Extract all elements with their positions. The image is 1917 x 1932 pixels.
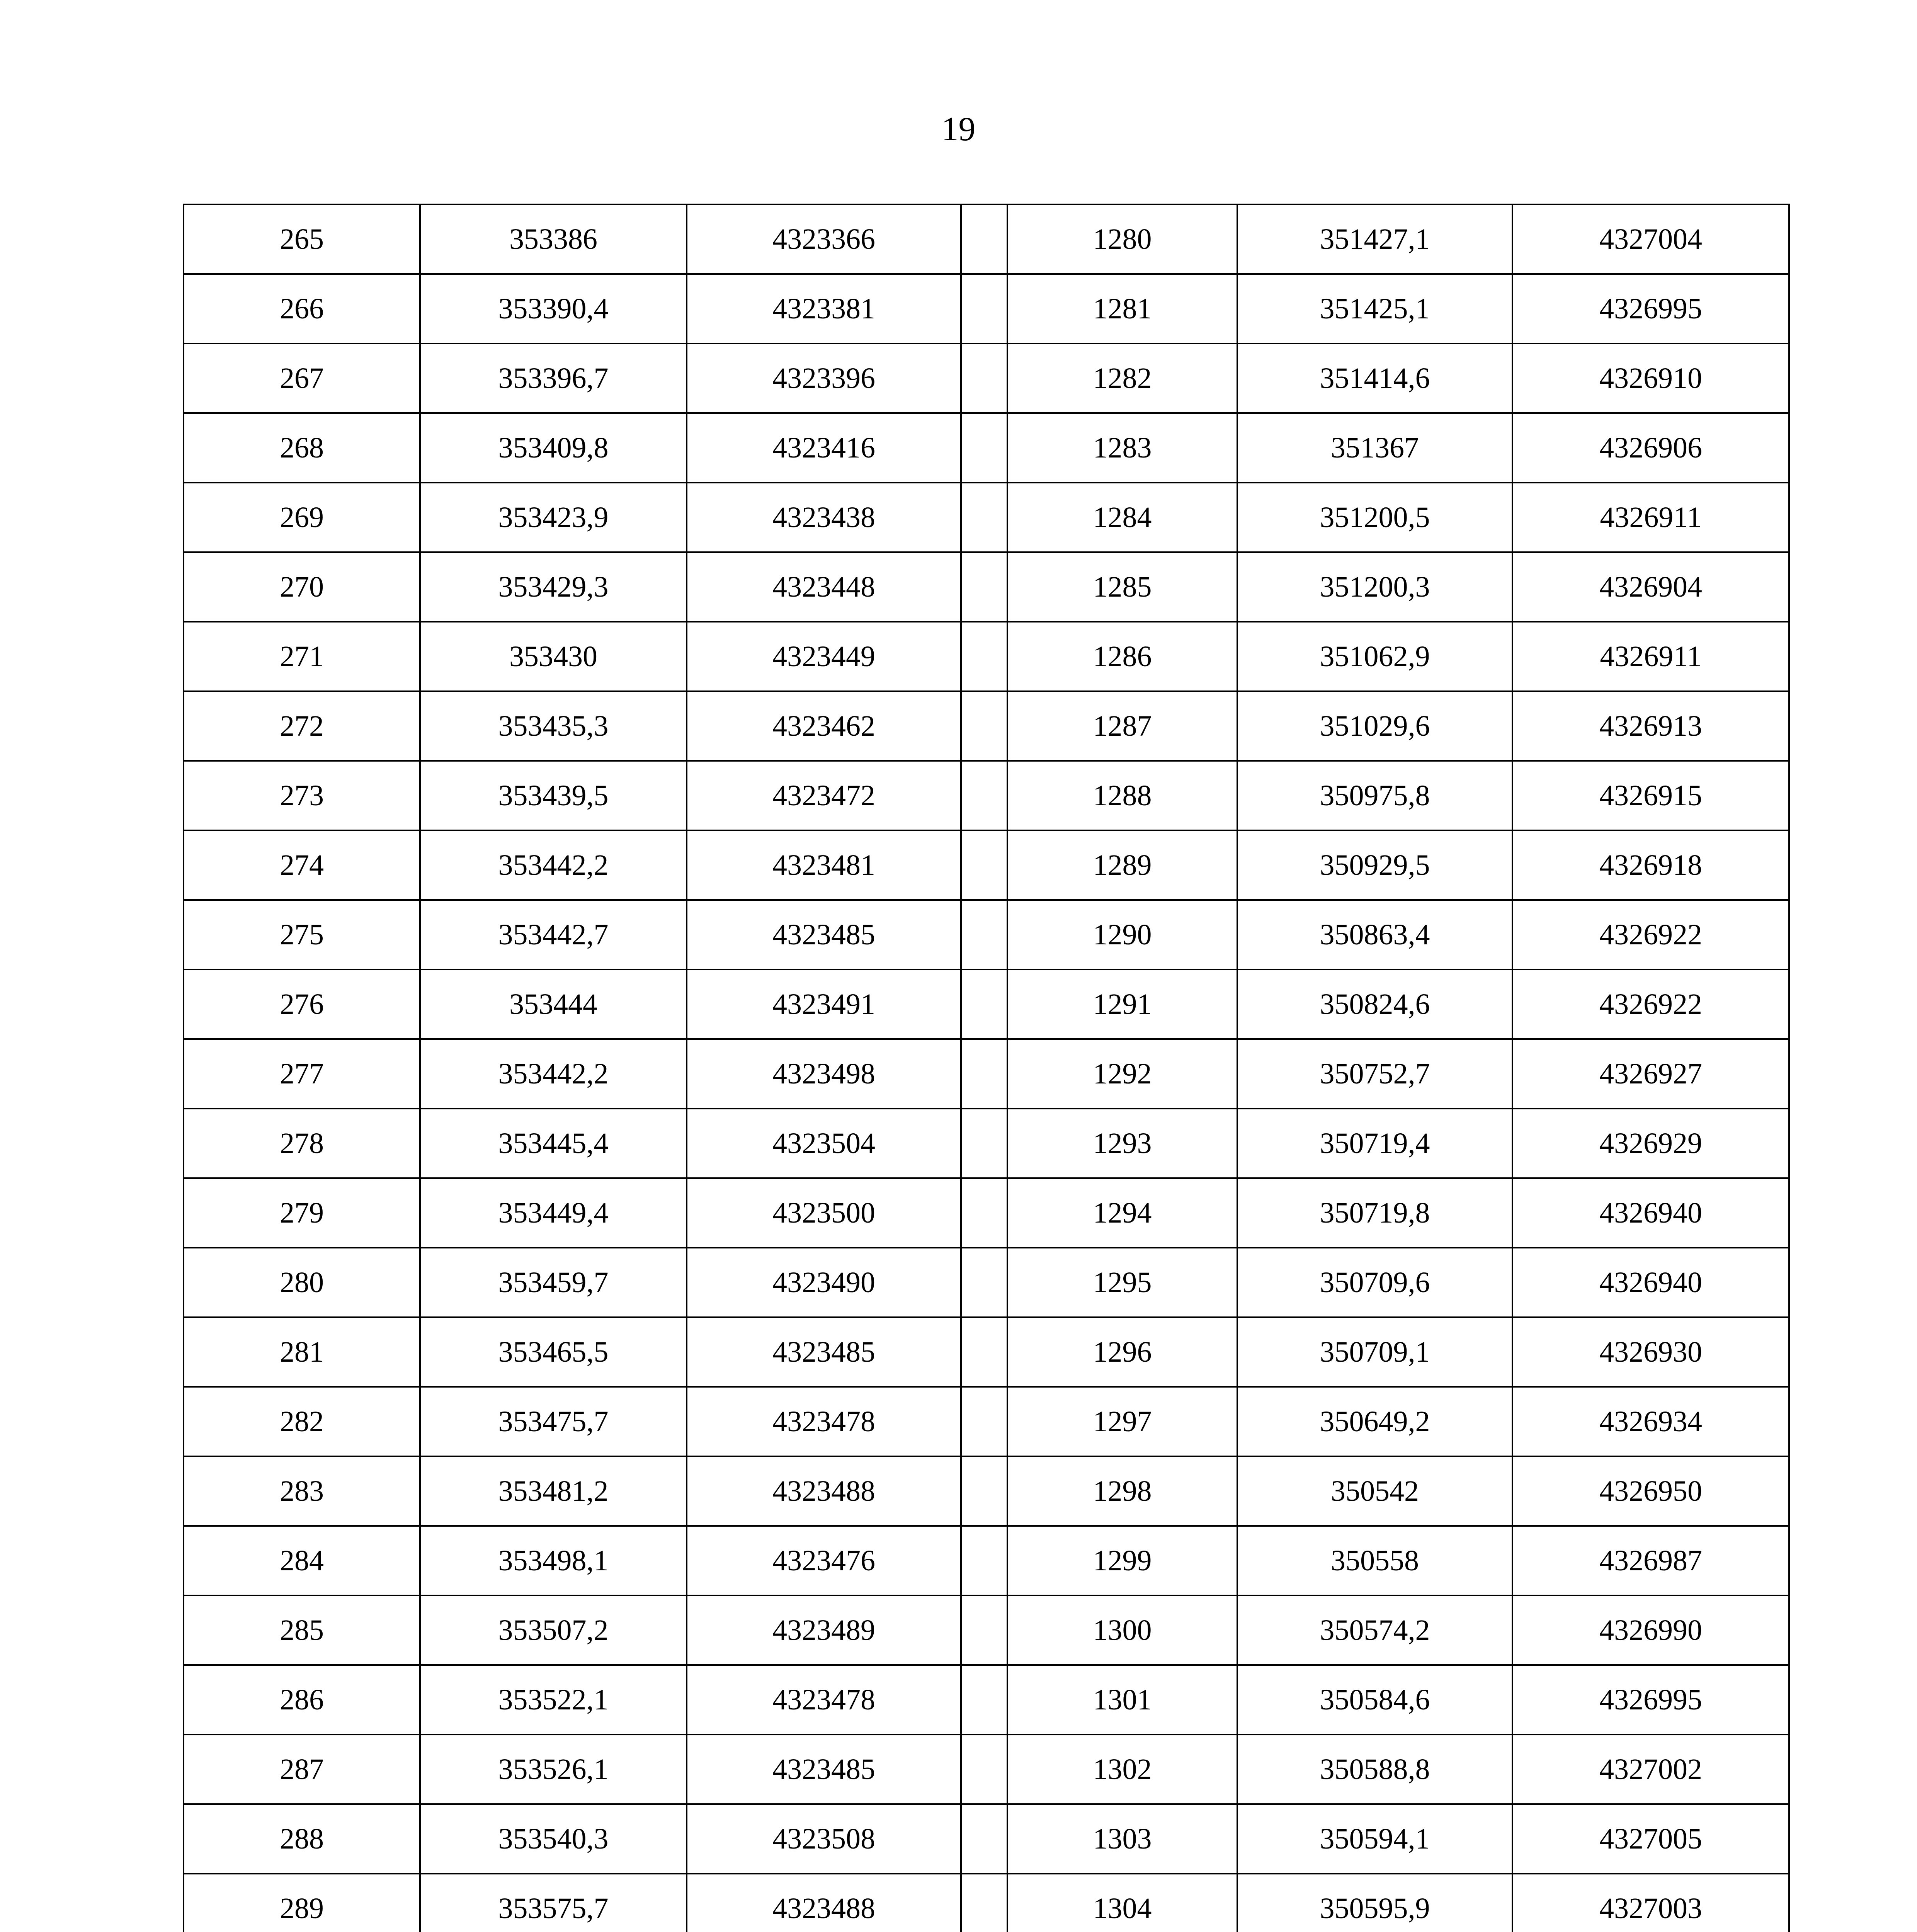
right-y-coordinate-cell: 4326911	[1512, 483, 1789, 552]
left-y-coordinate-cell: 4323508	[687, 1804, 961, 1874]
right-x-coordinate-cell: 351200,3	[1237, 552, 1512, 622]
left-x-coordinate-cell: 353498,1	[420, 1526, 687, 1595]
left-x-coordinate-cell: 353465,5	[420, 1317, 687, 1387]
table-row	[184, 830, 1789, 900]
left-point-number-cell: 289	[184, 1874, 420, 1932]
table-row	[184, 1387, 1789, 1456]
right-x-coordinate-cell: 351062,9	[1237, 622, 1512, 691]
left-point-number-cell: 267	[184, 344, 420, 413]
table-row	[184, 761, 1789, 830]
right-y-coordinate-cell: 4326950	[1512, 1456, 1789, 1526]
right-x-coordinate-cell: 350752,7	[1237, 1039, 1512, 1109]
left-y-coordinate-cell: 4323396	[687, 344, 961, 413]
table-row	[184, 483, 1789, 552]
right-x-coordinate-cell: 350595,9	[1237, 1874, 1512, 1932]
left-x-coordinate-cell: 353444	[420, 969, 687, 1039]
left-x-coordinate-cell: 353439,5	[420, 761, 687, 830]
left-x-coordinate-cell: 353526,1	[420, 1735, 687, 1804]
table-row	[184, 1317, 1789, 1387]
left-x-coordinate-cell: 353423,9	[420, 483, 687, 552]
table-gap-cell	[961, 1317, 1007, 1387]
table-gap-cell	[961, 552, 1007, 622]
table-row	[184, 1804, 1789, 1874]
right-x-coordinate-cell: 350824,6	[1237, 969, 1512, 1039]
right-x-coordinate-cell: 350709,1	[1237, 1317, 1512, 1387]
right-point-number-cell: 1283	[1007, 413, 1237, 483]
left-point-number-cell: 274	[184, 830, 420, 900]
left-y-coordinate-cell: 4323485	[687, 1317, 961, 1387]
right-x-coordinate-cell: 350584,6	[1237, 1665, 1512, 1735]
left-y-coordinate-cell: 4323478	[687, 1665, 961, 1735]
left-y-coordinate-cell: 4323481	[687, 830, 961, 900]
right-x-coordinate-cell: 350649,2	[1237, 1387, 1512, 1456]
left-x-coordinate-cell: 353475,7	[420, 1387, 687, 1456]
table-gap-cell	[961, 483, 1007, 552]
left-y-coordinate-cell: 4323438	[687, 483, 961, 552]
left-y-coordinate-cell: 4323504	[687, 1109, 961, 1178]
left-y-coordinate-cell: 4323488	[687, 1874, 961, 1932]
right-y-coordinate-cell: 4326940	[1512, 1248, 1789, 1317]
right-point-number-cell: 1295	[1007, 1248, 1237, 1317]
right-point-number-cell: 1303	[1007, 1804, 1237, 1874]
page-number: 19	[941, 111, 976, 148]
left-y-coordinate-cell: 4323448	[687, 552, 961, 622]
table-gap-cell	[961, 1735, 1007, 1804]
right-point-number-cell: 1294	[1007, 1178, 1237, 1248]
left-point-number-cell: 270	[184, 552, 420, 622]
left-y-coordinate-cell: 4323381	[687, 274, 961, 344]
coordinates-table	[183, 204, 1790, 1932]
left-x-coordinate-cell: 353409,8	[420, 413, 687, 483]
right-x-coordinate-cell: 350719,4	[1237, 1109, 1512, 1178]
right-point-number-cell: 1281	[1007, 274, 1237, 344]
right-point-number-cell: 1300	[1007, 1595, 1237, 1665]
left-point-number-cell: 276	[184, 969, 420, 1039]
right-y-coordinate-cell: 4326910	[1512, 344, 1789, 413]
right-y-coordinate-cell: 4327003	[1512, 1874, 1789, 1932]
right-y-coordinate-cell: 4326940	[1512, 1178, 1789, 1248]
left-x-coordinate-cell: 353430	[420, 622, 687, 691]
left-point-number-cell: 269	[184, 483, 420, 552]
right-point-number-cell: 1297	[1007, 1387, 1237, 1456]
left-point-number-cell: 273	[184, 761, 420, 830]
right-x-coordinate-cell: 350709,6	[1237, 1248, 1512, 1317]
right-y-coordinate-cell: 4326990	[1512, 1595, 1789, 1665]
left-x-coordinate-cell: 353442,7	[420, 900, 687, 969]
left-y-coordinate-cell: 4323366	[687, 204, 961, 274]
right-point-number-cell: 1288	[1007, 761, 1237, 830]
table-gap-cell	[961, 1874, 1007, 1932]
right-point-number-cell: 1301	[1007, 1665, 1237, 1735]
left-x-coordinate-cell: 353390,4	[420, 274, 687, 344]
right-y-coordinate-cell: 4326987	[1512, 1526, 1789, 1595]
right-x-coordinate-cell: 351414,6	[1237, 344, 1512, 413]
table-gap-cell	[961, 1804, 1007, 1874]
left-x-coordinate-cell: 353396,7	[420, 344, 687, 413]
right-point-number-cell: 1284	[1007, 483, 1237, 552]
right-x-coordinate-cell: 350558	[1237, 1526, 1512, 1595]
table-gap-cell	[961, 1526, 1007, 1595]
right-x-coordinate-cell: 350588,8	[1237, 1735, 1512, 1804]
table-gap-cell	[961, 1178, 1007, 1248]
left-y-coordinate-cell: 4323478	[687, 1387, 961, 1456]
right-point-number-cell: 1290	[1007, 900, 1237, 969]
table-row	[184, 691, 1789, 761]
left-point-number-cell: 284	[184, 1526, 420, 1595]
left-x-coordinate-cell: 353442,2	[420, 830, 687, 900]
table-gap-cell	[961, 274, 1007, 344]
right-point-number-cell: 1302	[1007, 1735, 1237, 1804]
left-y-coordinate-cell: 4323476	[687, 1526, 961, 1595]
left-point-number-cell: 279	[184, 1178, 420, 1248]
left-point-number-cell: 283	[184, 1456, 420, 1526]
table-gap-cell	[961, 1039, 1007, 1109]
table-gap-cell	[961, 900, 1007, 969]
right-point-number-cell: 1293	[1007, 1109, 1237, 1178]
left-y-coordinate-cell: 4323490	[687, 1248, 961, 1317]
table-row	[184, 1874, 1789, 1932]
left-y-coordinate-cell: 4323485	[687, 1735, 961, 1804]
right-y-coordinate-cell: 4326913	[1512, 691, 1789, 761]
right-y-coordinate-cell: 4326906	[1512, 413, 1789, 483]
right-y-coordinate-cell: 4326922	[1512, 900, 1789, 969]
left-y-coordinate-cell: 4323416	[687, 413, 961, 483]
right-x-coordinate-cell: 350929,5	[1237, 830, 1512, 900]
table-row	[184, 900, 1789, 969]
table-gap-cell	[961, 1248, 1007, 1317]
right-y-coordinate-cell: 4326995	[1512, 274, 1789, 344]
left-point-number-cell: 268	[184, 413, 420, 483]
left-y-coordinate-cell: 4323488	[687, 1456, 961, 1526]
left-y-coordinate-cell: 4323491	[687, 969, 961, 1039]
table-gap-cell	[961, 1109, 1007, 1178]
left-x-coordinate-cell: 353429,3	[420, 552, 687, 622]
right-point-number-cell: 1287	[1007, 691, 1237, 761]
right-y-coordinate-cell: 4326911	[1512, 622, 1789, 691]
left-point-number-cell: 278	[184, 1109, 420, 1178]
left-x-coordinate-cell: 353575,7	[420, 1874, 687, 1932]
right-y-coordinate-cell: 4326927	[1512, 1039, 1789, 1109]
table-gap-cell	[961, 761, 1007, 830]
table-gap-cell	[961, 413, 1007, 483]
left-x-coordinate-cell: 353435,3	[420, 691, 687, 761]
right-y-coordinate-cell: 4326922	[1512, 969, 1789, 1039]
right-y-coordinate-cell: 4326995	[1512, 1665, 1789, 1735]
right-x-coordinate-cell: 351029,6	[1237, 691, 1512, 761]
right-x-coordinate-cell: 351367	[1237, 413, 1512, 483]
table-gap-cell	[961, 691, 1007, 761]
right-y-coordinate-cell: 4326929	[1512, 1109, 1789, 1178]
left-point-number-cell: 280	[184, 1248, 420, 1317]
table-gap-cell	[961, 969, 1007, 1039]
table-gap-cell	[961, 1387, 1007, 1456]
left-point-number-cell: 265	[184, 204, 420, 274]
left-y-coordinate-cell: 4323462	[687, 691, 961, 761]
left-point-number-cell: 271	[184, 622, 420, 691]
right-x-coordinate-cell: 350574,2	[1237, 1595, 1512, 1665]
right-y-coordinate-cell: 4326930	[1512, 1317, 1789, 1387]
left-y-coordinate-cell: 4323472	[687, 761, 961, 830]
left-point-number-cell: 272	[184, 691, 420, 761]
right-point-number-cell: 1289	[1007, 830, 1237, 900]
right-y-coordinate-cell: 4326918	[1512, 830, 1789, 900]
right-point-number-cell: 1296	[1007, 1317, 1237, 1387]
left-y-coordinate-cell: 4323449	[687, 622, 961, 691]
table-gap-cell	[961, 344, 1007, 413]
table-row	[184, 1526, 1789, 1595]
table-row	[184, 1456, 1789, 1526]
table-gap-cell	[961, 1595, 1007, 1665]
right-y-coordinate-cell: 4327002	[1512, 1735, 1789, 1804]
right-point-number-cell: 1298	[1007, 1456, 1237, 1526]
right-point-number-cell: 1285	[1007, 552, 1237, 622]
table-row	[184, 622, 1789, 691]
right-y-coordinate-cell: 4327005	[1512, 1804, 1789, 1874]
table-gap-cell	[961, 204, 1007, 274]
left-point-number-cell: 288	[184, 1804, 420, 1874]
right-point-number-cell: 1304	[1007, 1874, 1237, 1932]
right-x-coordinate-cell: 351200,5	[1237, 483, 1512, 552]
table-row	[184, 274, 1789, 344]
table-row	[184, 969, 1789, 1039]
left-x-coordinate-cell: 353522,1	[420, 1665, 687, 1735]
right-x-coordinate-cell: 350975,8	[1237, 761, 1512, 830]
left-point-number-cell: 287	[184, 1735, 420, 1804]
right-y-coordinate-cell: 4326904	[1512, 552, 1789, 622]
left-x-coordinate-cell: 353507,2	[420, 1595, 687, 1665]
right-x-coordinate-cell: 350594,1	[1237, 1804, 1512, 1874]
table-row	[184, 413, 1789, 483]
right-y-coordinate-cell: 4326934	[1512, 1387, 1789, 1456]
left-x-coordinate-cell: 353445,4	[420, 1109, 687, 1178]
table-row	[184, 1248, 1789, 1317]
left-point-number-cell: 275	[184, 900, 420, 969]
right-point-number-cell: 1299	[1007, 1526, 1237, 1595]
right-point-number-cell: 1286	[1007, 622, 1237, 691]
table-row	[184, 1109, 1789, 1178]
left-y-coordinate-cell: 4323500	[687, 1178, 961, 1248]
left-y-coordinate-cell: 4323485	[687, 900, 961, 969]
table-gap-cell	[961, 830, 1007, 900]
table-gap-cell	[961, 1665, 1007, 1735]
table-row	[184, 1178, 1789, 1248]
right-x-coordinate-cell: 350719,8	[1237, 1178, 1512, 1248]
left-point-number-cell: 266	[184, 274, 420, 344]
table-row	[184, 1665, 1789, 1735]
left-point-number-cell: 282	[184, 1387, 420, 1456]
table-gap-cell	[961, 1456, 1007, 1526]
left-x-coordinate-cell: 353459,7	[420, 1248, 687, 1317]
right-point-number-cell: 1292	[1007, 1039, 1237, 1109]
right-x-coordinate-cell: 351427,1	[1237, 204, 1512, 274]
right-point-number-cell: 1282	[1007, 344, 1237, 413]
left-x-coordinate-cell: 353386	[420, 204, 687, 274]
table-gap-cell	[961, 622, 1007, 691]
left-point-number-cell: 277	[184, 1039, 420, 1109]
table-row	[184, 1735, 1789, 1804]
table-row	[184, 552, 1789, 622]
table-row	[184, 1039, 1789, 1109]
table-row	[184, 1595, 1789, 1665]
left-x-coordinate-cell: 353442,2	[420, 1039, 687, 1109]
coordinates-table-body	[184, 204, 1789, 1932]
left-point-number-cell: 286	[184, 1665, 420, 1735]
right-point-number-cell: 1280	[1007, 204, 1237, 274]
right-y-coordinate-cell: 4327004	[1512, 204, 1789, 274]
left-y-coordinate-cell: 4323498	[687, 1039, 961, 1109]
table-row	[184, 204, 1789, 274]
right-x-coordinate-cell: 350863,4	[1237, 900, 1512, 969]
left-x-coordinate-cell: 353449,4	[420, 1178, 687, 1248]
table-row	[184, 344, 1789, 413]
left-x-coordinate-cell: 353481,2	[420, 1456, 687, 1526]
right-x-coordinate-cell: 350542	[1237, 1456, 1512, 1526]
right-y-coordinate-cell: 4326915	[1512, 761, 1789, 830]
left-y-coordinate-cell: 4323489	[687, 1595, 961, 1665]
left-point-number-cell: 285	[184, 1595, 420, 1665]
left-x-coordinate-cell: 353540,3	[420, 1804, 687, 1874]
right-x-coordinate-cell: 351425,1	[1237, 274, 1512, 344]
right-point-number-cell: 1291	[1007, 969, 1237, 1039]
left-point-number-cell: 281	[184, 1317, 420, 1387]
